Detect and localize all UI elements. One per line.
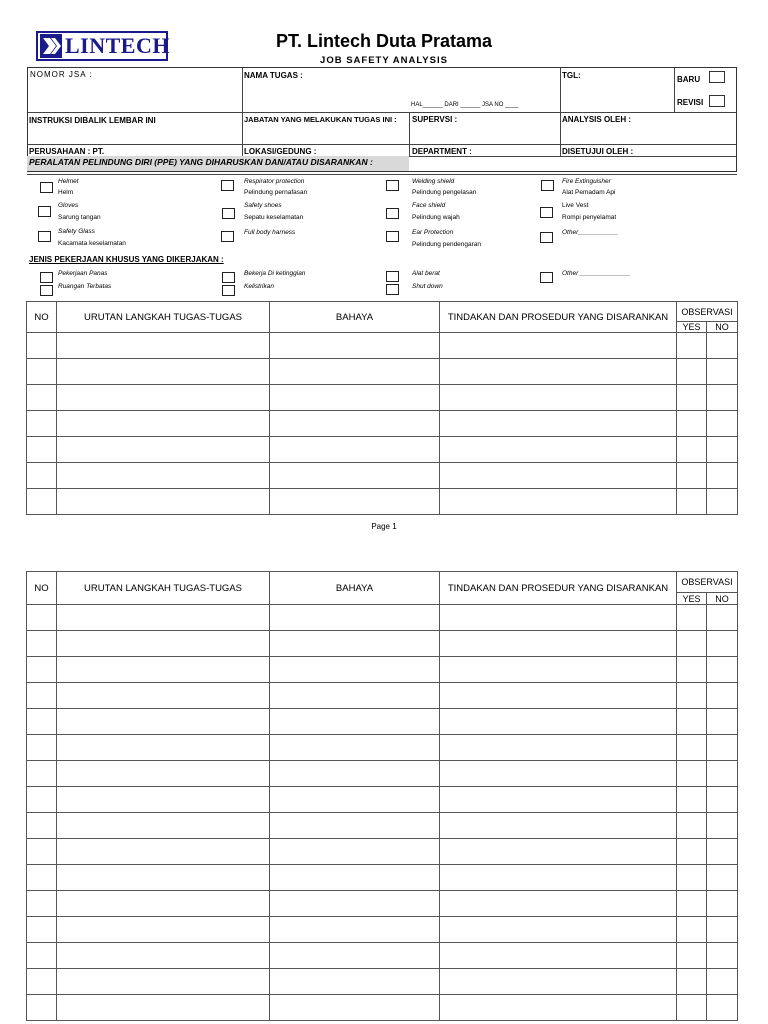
col-tindakan: TINDAKAN DAN PROSEDUR YANG DISARANKAN — [440, 572, 677, 605]
col-no-obs: NO — [707, 593, 738, 605]
ppe-item-sub: Pelindung pengelasan — [412, 189, 477, 196]
jenis-checkbox-alat-berat[interactable] — [386, 271, 399, 282]
jenis-checkbox-ruangan[interactable] — [40, 285, 53, 296]
table-row[interactable] — [27, 489, 738, 515]
table-row[interactable] — [27, 463, 738, 489]
ppe-title: PERALATAN PELINDUNG DIRI (PPE) YANG DIHARUSKAN DAN/ATAU DISARANKAN : — [29, 157, 373, 167]
ppe-checkbox-harness[interactable] — [221, 231, 234, 242]
ppe-checkbox-fire-extinguisher[interactable] — [541, 180, 554, 191]
revisi-checkbox[interactable] — [709, 95, 725, 107]
ppe-divider — [27, 174, 737, 175]
ppe-item: Gloves — [58, 202, 79, 209]
ppe-item: Helmet — [58, 178, 79, 185]
department-label: DEPARTMENT : — [412, 147, 472, 156]
table-row[interactable] — [27, 969, 738, 995]
table-row[interactable] — [27, 411, 738, 437]
jabatan-label: JABATAN YANG MELAKUKAN TUGAS INI : — [244, 115, 397, 124]
col-observasi: OBSERVASI — [677, 572, 738, 593]
ppe-checkbox-helmet[interactable] — [40, 182, 53, 193]
company-title: PT. Lintech Duta Pratama — [275, 31, 493, 51]
instruksi-label: INSTRUKSI DIBALIK LEMBAR INI — [29, 116, 156, 125]
jenis-checkbox-panas[interactable] — [40, 272, 53, 283]
supervisi-label: SUPERVSI : — [412, 115, 458, 124]
ppe-item: Live Vest — [562, 202, 589, 209]
table-row[interactable] — [27, 813, 738, 839]
nama-tugas-label: NAMA TUGAS : — [244, 71, 303, 80]
jenis-item: Alat berat — [412, 270, 440, 277]
perusahaan-label: PERUSAHAAN : PT. — [29, 147, 105, 156]
ppe-checkbox-safety-glass[interactable] — [38, 231, 51, 242]
ppe-checkbox-face-shield[interactable] — [386, 208, 399, 219]
ppe-checkbox-gloves[interactable] — [38, 206, 51, 217]
jenis-item: Ruangan Terbatas — [58, 283, 112, 290]
ppe-item: Other___________ — [562, 229, 619, 236]
ppe-item: Ear Protection — [412, 229, 454, 236]
analysis-oleh-label: ANALYSIS OLEH : — [562, 115, 632, 124]
ppe-checkbox-respirator[interactable] — [221, 180, 234, 191]
ppe-item-sub: Kacamata keselamatan — [58, 240, 126, 247]
jenis-item: Shut down — [412, 283, 443, 290]
ppe-item-sub: Alat Pemadam Api — [562, 189, 616, 196]
ppe-checkbox-other[interactable] — [540, 232, 553, 243]
ppe-item-sub: Pelindung pernafasan — [244, 189, 308, 196]
ppe-item-sub: Helm — [58, 189, 74, 196]
tgl-label: TGL: — [562, 71, 581, 80]
table-row[interactable] — [27, 437, 738, 463]
col-no: NO — [27, 572, 57, 605]
table-row[interactable] — [27, 657, 738, 683]
revisi-label: REVISI — [677, 98, 704, 107]
ppe-item-sub: Sepatu keselamatan — [244, 214, 304, 221]
col-urutan: URUTAN LANGKAH TUGAS-TUGAS — [57, 572, 270, 605]
col-bahaya: BAHAYA — [270, 572, 440, 605]
ppe-item: Fire Extinguisher — [562, 178, 611, 185]
jenis-checkbox-kelistrikan[interactable] — [222, 285, 235, 296]
ppe-item: Face shield — [412, 202, 446, 209]
table-row[interactable] — [27, 333, 738, 359]
table-row[interactable] — [27, 631, 738, 657]
baru-label: BARU — [677, 75, 701, 84]
table-row[interactable] — [27, 735, 738, 761]
jenis-item: Kelistrikan — [244, 283, 274, 290]
table-row[interactable] — [27, 995, 738, 1021]
ppe-item: Respirator protection — [244, 178, 305, 185]
jenis-item: Bekerja Di ketinggian — [244, 270, 306, 277]
col-yes: YES — [677, 322, 707, 333]
col-observasi: OBSERVASI — [677, 302, 738, 322]
page-number: Page 1 — [371, 522, 397, 531]
jenis-title: JENIS PEKERJAAN KHUSUS YANG DIKERJAKAN : — [29, 255, 224, 264]
ppe-item-sub: Pelindung pendengaran — [412, 241, 482, 248]
ppe-item: Safety shoes — [244, 202, 282, 209]
table-row[interactable] — [27, 891, 738, 917]
disetujui-label: DISETUJUI OLEH : — [562, 147, 634, 156]
nomor-jsa-label: NOMOR JSA : — [30, 70, 93, 79]
col-yes: YES — [677, 593, 707, 605]
col-urutan: URUTAN LANGKAH TUGAS-TUGAS — [57, 302, 270, 333]
ppe-item: Safety Glass — [58, 228, 95, 235]
table-row[interactable] — [27, 385, 738, 411]
col-no: NO — [27, 302, 57, 333]
ppe-item: Welding shield — [412, 178, 455, 185]
table-row[interactable] — [27, 605, 738, 631]
ppe-checkbox-safety-shoes[interactable] — [222, 208, 235, 219]
document-subtitle: JOB SAFETY ANALYSIS — [320, 55, 448, 66]
ppe-item: Full body harness — [244, 229, 296, 236]
lokasi-label: LOKASI/GEDUNG : — [244, 147, 317, 156]
ppe-checkbox-ear-protection[interactable] — [386, 231, 399, 242]
hal-label: HAL______ DARI ______ JSA NO ____ — [411, 102, 519, 108]
jenis-item: Other ______________ — [562, 270, 631, 277]
table-row[interactable] — [27, 359, 738, 385]
jenis-checkbox-shut-down[interactable] — [386, 284, 399, 295]
col-bahaya: BAHAYA — [270, 302, 440, 333]
logo-text: LINTECH — [65, 33, 170, 58]
table-row[interactable] — [27, 787, 738, 813]
jenis-item: Pekerjaan Panas — [58, 270, 108, 277]
ppe-checkbox-welding[interactable] — [386, 180, 399, 191]
table-row[interactable] — [27, 917, 738, 943]
jsa-table-page1 — [26, 301, 738, 515]
col-no-obs: NO — [707, 322, 738, 333]
table-row[interactable] — [27, 839, 738, 865]
jenis-checkbox-ketinggian[interactable] — [222, 272, 235, 283]
jsa-table-page2 — [26, 571, 738, 1021]
table-row[interactable] — [27, 709, 738, 735]
ppe-item-sub: Pelindung wajah — [412, 214, 460, 221]
ppe-checkbox-live-vest[interactable] — [540, 207, 553, 218]
table-row[interactable] — [27, 865, 738, 891]
baru-checkbox[interactable] — [709, 71, 725, 83]
ppe-item-sub: Rompi penyelamat — [562, 214, 617, 221]
jenis-checkbox-other[interactable] — [540, 272, 553, 283]
ppe-item-sub: Sarung tangan — [58, 214, 101, 221]
table-row[interactable] — [27, 761, 738, 787]
table-row[interactable] — [27, 943, 738, 969]
col-tindakan: TINDAKAN DAN PROSEDUR YANG DISARANKAN — [440, 302, 677, 333]
table-row[interactable] — [27, 683, 738, 709]
